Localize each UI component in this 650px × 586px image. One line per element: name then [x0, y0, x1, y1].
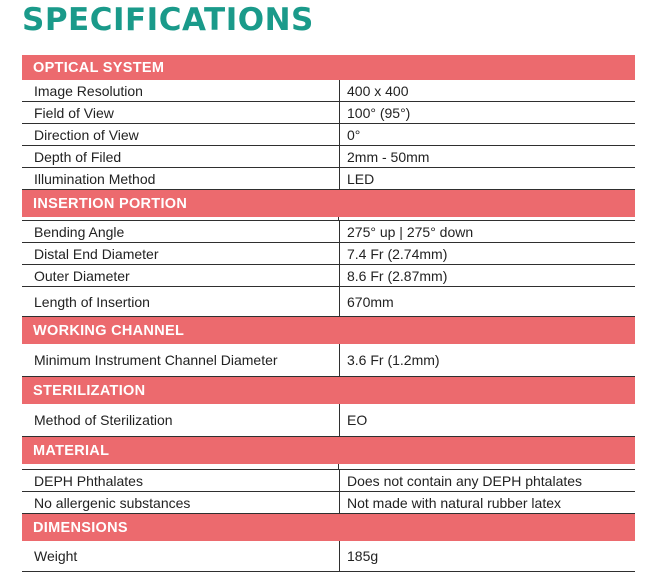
spec-value: 185g	[339, 541, 635, 571]
spec-value: Not made with natural rubber latex	[339, 492, 635, 513]
spec-label: Weight	[34, 548, 78, 564]
section-header-sterilization: STERILIZATION	[22, 377, 635, 404]
spec-label: Direction of View	[34, 126, 139, 143]
section-header-working-channel: WORKING CHANNEL	[22, 317, 635, 344]
spec-value: 275° up | 275° down	[339, 221, 635, 242]
spec-value: 8.6 Fr (2.87mm)	[339, 265, 635, 286]
spec-label: Illumination Method	[34, 170, 156, 187]
spec-value: 670mm	[339, 287, 635, 316]
spec-row	[22, 221, 635, 243]
spec-row	[22, 470, 635, 492]
page-title: SPECIFICATIONS	[22, 2, 314, 38]
spec-row	[22, 404, 635, 437]
spec-value: EO	[339, 404, 635, 436]
spec-row	[22, 146, 635, 168]
spec-label: Outer Diameter	[34, 267, 130, 284]
spec-value: 7.4 Fr (2.74mm)	[339, 243, 635, 264]
column-divider	[22, 464, 339, 469]
spec-row	[22, 287, 635, 317]
specifications-table	[22, 55, 635, 572]
spec-label: Depth of Filed	[34, 148, 122, 165]
spec-label: No allergenic substances	[34, 494, 191, 511]
spec-label: Method of Sterilization	[34, 412, 173, 428]
spec-value: Does not contain any DEPH phtalates	[339, 470, 635, 491]
column-divider	[22, 217, 339, 220]
spec-label: Length of Insertion	[34, 293, 150, 310]
spec-label: Field of View	[34, 104, 114, 121]
spec-row	[22, 541, 635, 572]
spec-row	[22, 168, 635, 190]
spec-value: LED	[339, 168, 635, 189]
spec-label: DEPH Phthalates	[34, 472, 143, 489]
spec-value: 2mm - 50mm	[339, 146, 635, 167]
section-header-dimensions: DIMENSIONS	[22, 514, 635, 541]
spec-row	[22, 243, 635, 265]
spec-value: 3.6 Fr (1.2mm)	[339, 344, 635, 376]
spec-value: 0°	[339, 124, 635, 145]
spec-row	[22, 102, 635, 124]
section-header-material: MATERIAL	[22, 437, 635, 464]
spec-value: 100° (95°)	[339, 102, 635, 123]
spec-label: Image Resolution	[34, 82, 143, 99]
spec-label: Bending Angle	[34, 223, 125, 240]
section-header-insertion-portion: INSERTION PORTION	[22, 190, 635, 217]
spec-label: Distal End Diameter	[34, 245, 159, 262]
spec-value: 400 x 400	[339, 80, 635, 101]
spec-row	[22, 344, 635, 377]
spec-row	[22, 265, 635, 287]
spec-label: Minimum Instrument Channel Diameter	[34, 352, 278, 368]
spec-row	[22, 124, 635, 146]
section-header-optical-system: OPTICAL SYSTEM	[22, 55, 635, 80]
spec-row	[22, 492, 635, 514]
spec-row	[22, 80, 635, 102]
